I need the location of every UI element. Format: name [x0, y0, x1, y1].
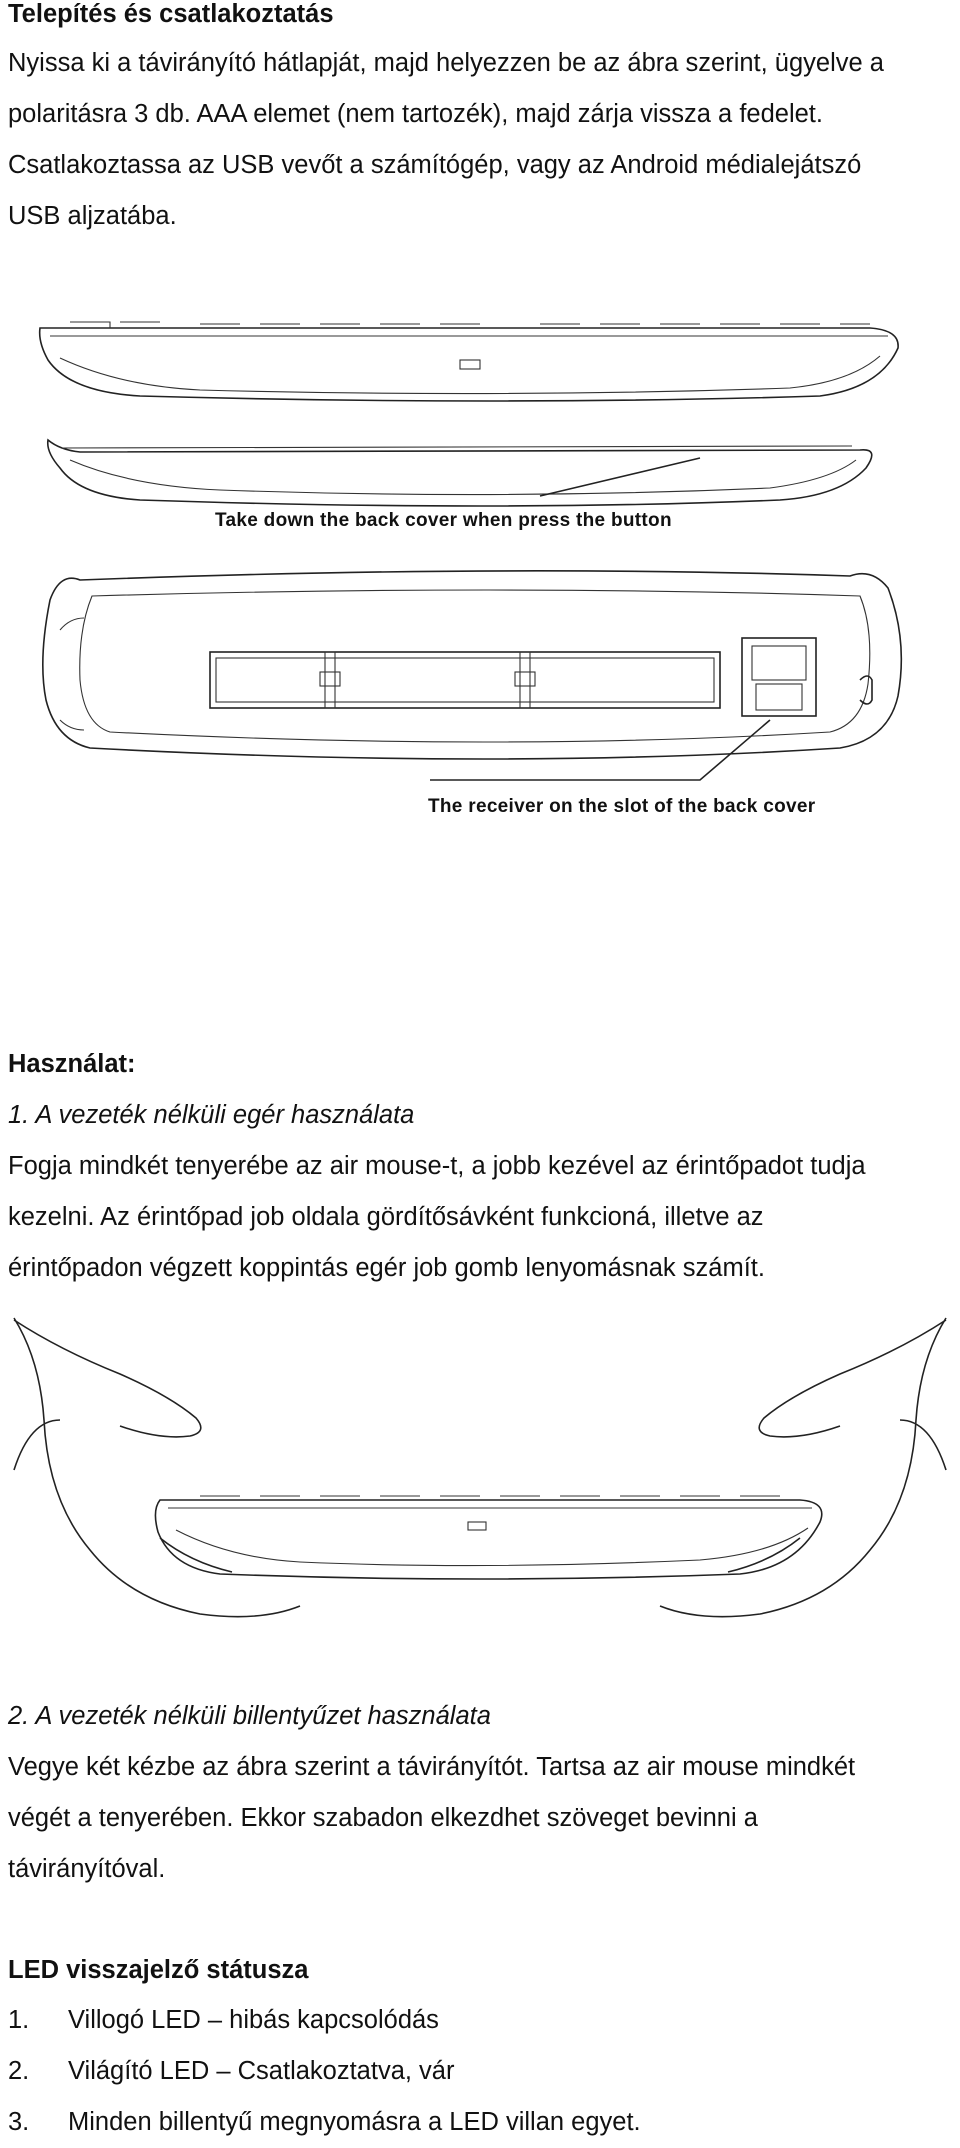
led-item-2: [8, 2054, 454, 2088]
section1-line-2: kezelni. Az érintőpad job oldala gördítősávként funkcioná, illetve az: [8, 1203, 764, 1231]
led-heading: LED visszajelző státusza: [8, 1956, 309, 1984]
right-hand: [660, 1318, 946, 1617]
led-item-number: 2.: [8, 2057, 30, 2085]
led-item-number: 3.: [8, 2108, 30, 2136]
remote-side-view: [40, 322, 898, 401]
led-item-text: Világító LED – Csatlakoztatva, vár: [68, 2057, 455, 2085]
install-line-2: polaritásra 3 db. AAA elemet (nem tartozék), majd zárja vissza a fedelet.: [8, 100, 823, 128]
led-item-text: Minden billentyű megnyomásra a LED villan egyet.: [68, 2108, 641, 2136]
led-item-number: 1.: [8, 2006, 30, 2034]
led-item-1: [8, 2003, 439, 2037]
section2-line-3: távirányítóval.: [8, 1855, 166, 1883]
led-item-text: Villogó LED – hibás kapcsolódás: [68, 2006, 439, 2034]
figure-caption-1: Take down the back cover when press the button: [215, 510, 672, 531]
install-line-4: USB aljzatába.: [8, 202, 177, 230]
section2-line-2: végét a tenyerében. Ekkor szabadon elkezdhet szöveget bevinni a: [8, 1804, 758, 1832]
section1-title: 1. A vezeték nélküli egér használata: [8, 1101, 415, 1129]
install-line-3: Csatlakoztassa az USB vevőt a számítógép, vagy az Android médialejátszó: [8, 151, 862, 179]
remote-held: [155, 1496, 821, 1579]
left-hand: [14, 1318, 300, 1617]
install-heading: Telepítés és csatlakoztatás: [8, 0, 334, 28]
back-cover: [48, 440, 872, 506]
hands-holding-remote-illustration: [0, 1300, 960, 1660]
section2-title: 2. A vezeték nélküli billentyűzet használata: [8, 1702, 491, 1730]
section1-line-3: érintőpadon végzett koppintás egér job gomb lenyomásnak számít.: [8, 1254, 765, 1282]
remote-open-back: [43, 571, 902, 780]
install-line-1: Nyissa ki a távirányító hátlapját, majd helyezzen be az ábra szerint, ügyelve a: [8, 49, 884, 77]
usage-heading: Használat:: [8, 1050, 136, 1078]
section2-line-1: Vegye két kézbe az ábra szerint a távirányítót. Tartsa az air mouse mindkét: [8, 1753, 856, 1781]
led-item-3: [8, 2105, 641, 2139]
figure-caption-2: The receiver on the slot of the back cover: [428, 796, 816, 817]
section1-line-1: Fogja mindkét tenyerébe az air mouse-t, a jobb kezével az érintőpadot tudja: [8, 1152, 866, 1180]
remote-battery-diagram: [0, 300, 960, 840]
